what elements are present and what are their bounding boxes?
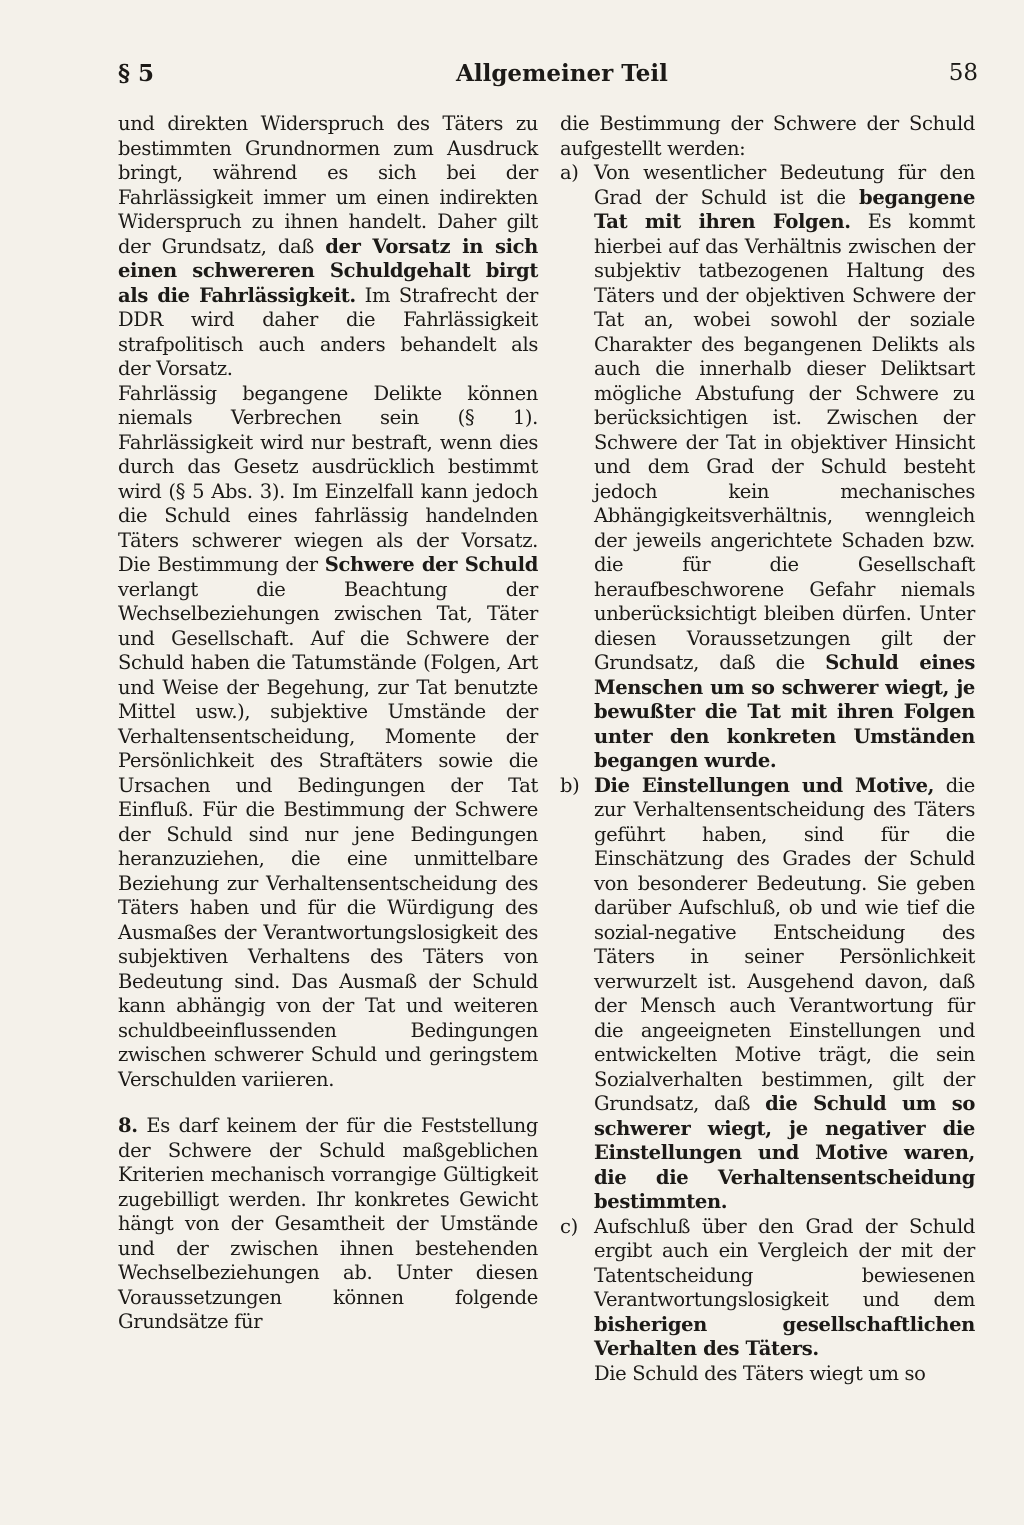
list-text [594,774,975,1215]
text-run: die Bestimmung der Schwere der Schuld aufgestellt werden: [560,112,975,160]
numbered-paragraph [118,1114,538,1335]
list-item-a [560,161,975,774]
continuation-line [560,1362,975,1387]
paragraph [560,112,975,161]
list-text [594,161,975,774]
text-run: Fahrlässig begangene Delikte können niemals Verbrechen sein (§ 1). Fahrlässigkeit wird nur bestraft, wenn dies durch das Gesetz ausdrücklich bestimmt wird (§ 5 Abs. 3). Im Einzelfall kann jedoch die Schuld eines fahrlässig handelnden Täters schwerer wiegen als der Vorsatz. Die Bestimmung der [118,381,538,576]
text-run: Es darf keinem der für die Feststellung der Schwere der Schuld maßgeblichen Kriterien mechanisch vorrangige Gültigkeit zugebilligt werden. Ihr konkretes Gewicht hängt von der Gesamtheit der Umstände und der zwischen ihnen bestehenden Wechselbeziehungen ab. Unter diesen Voraussetzungen können folgende Grundsätze für [118,1114,538,1333]
text-run: Im Strafrecht der DDR wird daher die Fahrlässigkeit strafpolitisch auch anders behandelt als der Vorsatz. [118,283,539,380]
page-header [118,58,978,98]
text-run: Aufschluß über den Grad der Schuld ergibt auch ein Vergleich der mit der Tatentscheidung bewiesenen Verantwortungslosigkeit und dem [594,1214,975,1311]
text-run: verlangt die Beachtung der Wechselbeziehungen zwischen Tat, Täter und Gesellschaft. Auf die Schwere der Schuld haben die Tatumstände (Folgen, Art und Weise der Begehung, zur Tat benutzte Mittel usw.), subjektive Umstände der Verhaltensentscheidung, Momente der Persönlichkeit des Straftäters sowie die Ursachen und Bedingungen der Tat Einfluß. Für die Bestimmung der Schwere der Schuld sind nur jene Bedingungen heranzuziehen, die eine unmittelbare Beziehung zur Verhaltensentscheidung des Täters haben und für die Würdigung des Ausmaßes der Verantwortungslosigkeit des subjektiven Verhaltens des Täters von Bedeutung sind. Das Ausmaß der Schuld kann abhängig von der Tat und weiteren schuldbeeinflussenden Bedingungen zwischen schwerer Schuld und geringstem Verschulden variieren. [118,577,538,1091]
bold-text-run: der Vorsatz in sich einen schwereren Schuldgehalt birgt als die Fahrlässigkeit. [118,234,538,307]
list-marker: b) [560,773,580,797]
bold-text-run: Schwere der Schuld [324,553,539,576]
paragraph-number: 8. [118,1114,138,1137]
left-column [118,112,538,1335]
section-marker: § 5 [118,60,155,87]
list-item-b [560,774,975,1215]
text-run: und direkten Widerspruch des Täters zu bestimmten Grundnormen zum Ausdruck bringt, während es sich bei der Fahrlässigkeit immer um einen indirekten Widerspruch zu ihnen handelt. Daher gilt der Grundsatz, daß [118,112,538,258]
bold-text-run: Die Einstellungen und Motive, [594,773,935,797]
bold-text-run: begangene Tat mit ihren Folgen. [594,185,975,233]
text-run: Es kommt hierbei auf das Verhältnis zwischen der subjektiv tatbezogenen Haltung des Täters und der objektiven Schwere der Tat an, wobei sowohl der soziale Charakter des begangenen Delikts als auch die innerhalb dieser Deliktsart mögliche Abstufung der Schwere zu berücksichtigen ist. Zwischen der Schwere der Tat in objektiver Hinsicht und dem Grad der Schuld besteht jedoch kein mechanisches Abhängigkeitsverhältnis, wenngleich der jeweils angerichtete Schaden bzw. die für die Gesellschaft heraufbeschworene Gefahr niemals unberücksichtigt bleiben dürfen. Unter diesen Voraussetzungen gilt der Grundsatz, daß die [594,210,975,674]
text-run: Von wesentlicher Bedeutung für den Grad der Schuld ist die [594,161,975,209]
bold-text-run: bisherigen gesellschaftlichen Verhalten des Täters. [594,1312,975,1360]
text-run: die zur Verhaltensentscheidung des Täters geführt haben, sind für die Einschätzung des Grades der Schuld von besonderer Bedeutung. Sie geben darüber Aufschluß, ob und wie tief die sozial-negative Entscheidung des Täters in seiner Persönlichkeit verwurzelt ist. Ausgehend davon, daß der Mensch auch Verantwortung für die angeeigneten Einstellungen und entwickelten Motive trägt, die sein Sozialverhalten bestimmen, gilt der Grundsatz, daß [594,773,975,1115]
text-run: Die Schuld des Täters wiegt um so [594,1361,926,1385]
right-column [560,112,975,1386]
paragraph [118,112,538,382]
bold-text-run: die Schuld um so schwerer wiegt, je negativer die Einstellungen und Motive waren, die die Verhaltensentscheidung bestimmten. [594,1092,975,1213]
list-marker: a) [560,161,579,184]
page-number: 58 [948,60,978,86]
running-title: Allgemeiner Teil [456,60,668,87]
list-text [594,1215,975,1362]
paragraph [118,382,538,1093]
list-marker: c) [560,1214,578,1238]
bold-text-run: Schuld eines Menschen um so schwerer wiegt, je bewußter die Tat mit ihren Folgen unter den konkreten Umständen begangen wurde. [594,651,975,772]
list-item-c [560,1215,975,1362]
